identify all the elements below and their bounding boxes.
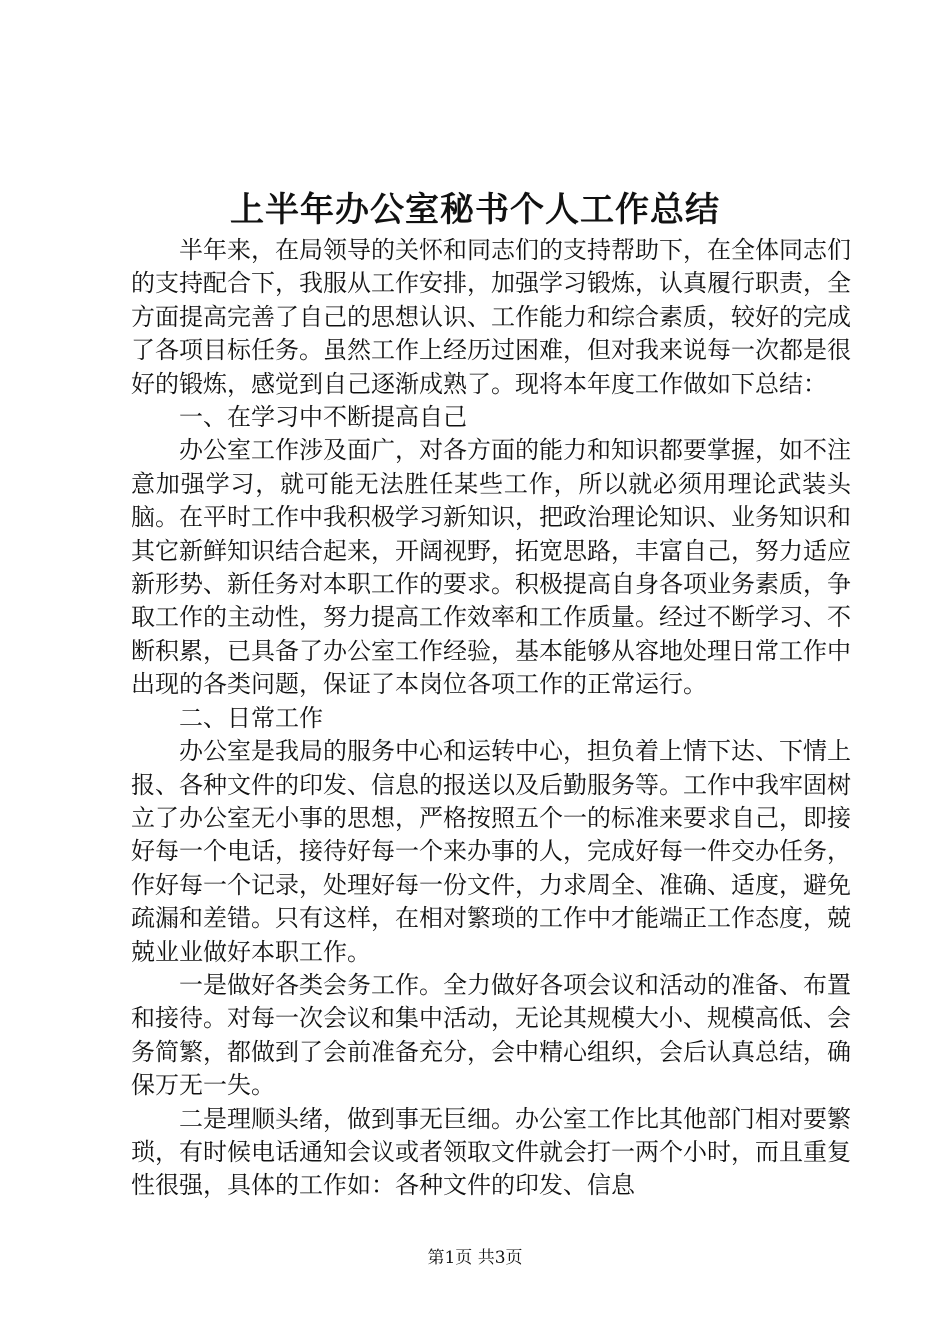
document-body bbox=[131, 234, 851, 1203]
paragraph-study: 办公室工作涉及面广，对各方面的能力和知识都要掌握，如不注意加强学习，就可能无法胜任某些工作，所以就必须用理论武装头脑。在平时工作中我积极学习新知识，把政治理论知识、业务知识和其它新鲜知识结合起来，开阔视野，拓宽思路，丰富自己，努力适应新形势、新任务对本职工作的要求。积极提高自身各项业务素质，争取工作的主动性，努力提高工作效率和工作质量。经过不断学习、不断积累，已具备了办公室工作经验，基本能够从容地处理日常工作中出现的各类问题，保证了本岗位各项工作的正常运行。 bbox=[131, 436, 851, 699]
page-footer: 第1页 共3页 bbox=[427, 1248, 523, 1268]
document-title: 上半年办公室秘书个人工作总结 bbox=[230, 190, 720, 230]
paragraph-intro: 半年来，在局领导的关怀和同志们的支持帮助下，在全体同志们的支持配合下，我服从工作安排，加强学习锻炼，认真履行职责，全方面提高完善了自己的思想认识、工作能力和综合素质，较好的完成了各项目标任务。虽然工作上经历过困难，但对我来说每一次都是很好的锻炼，感觉到自己逐渐成熟了。现将本年度工作做如下总结： bbox=[131, 236, 851, 398]
section-heading-daily-work: 二、日常工作 bbox=[179, 703, 323, 732]
paragraph-details: 二是理顺头绪，做到事无巨细。办公室工作比其他部门相对要繁琐，有时候电话通知会议或者领取文件就会打一两个小时，而且重复性很强，具体的工作如：各种文件的印发、信息 bbox=[131, 1104, 851, 1200]
paragraph-meetings: 一是做好各类会务工作。全力做好各项会议和活动的准备、布置和接待。对每一次会议和集中活动，无论其规模大小、规模高低、会务简繁，都做到了会前准备充分，会中精心组织，会后认真总结，确保万无一失。 bbox=[131, 970, 851, 1100]
paragraph-daily-work: 办公室是我局的服务中心和运转中心，担负着上情下达、下情上报、各种文件的印发、信息的报送以及后勤服务等。工作中我牢固树立了办公室无小事的思想，严格按照五个一的标准来要求自己，即接好每一个电话，接待好每一个来办事的人，完成好每一件交办任务，作好每一个记录，处理好每一份文件，力求周全、准确、适度，避免疏漏和差错。只有这样，在相对繁琐的工作中才能端正工作态度，兢兢业业做好本职工作。 bbox=[131, 737, 851, 966]
section-heading-study: 一、在学习中不断提高自己 bbox=[179, 403, 467, 432]
